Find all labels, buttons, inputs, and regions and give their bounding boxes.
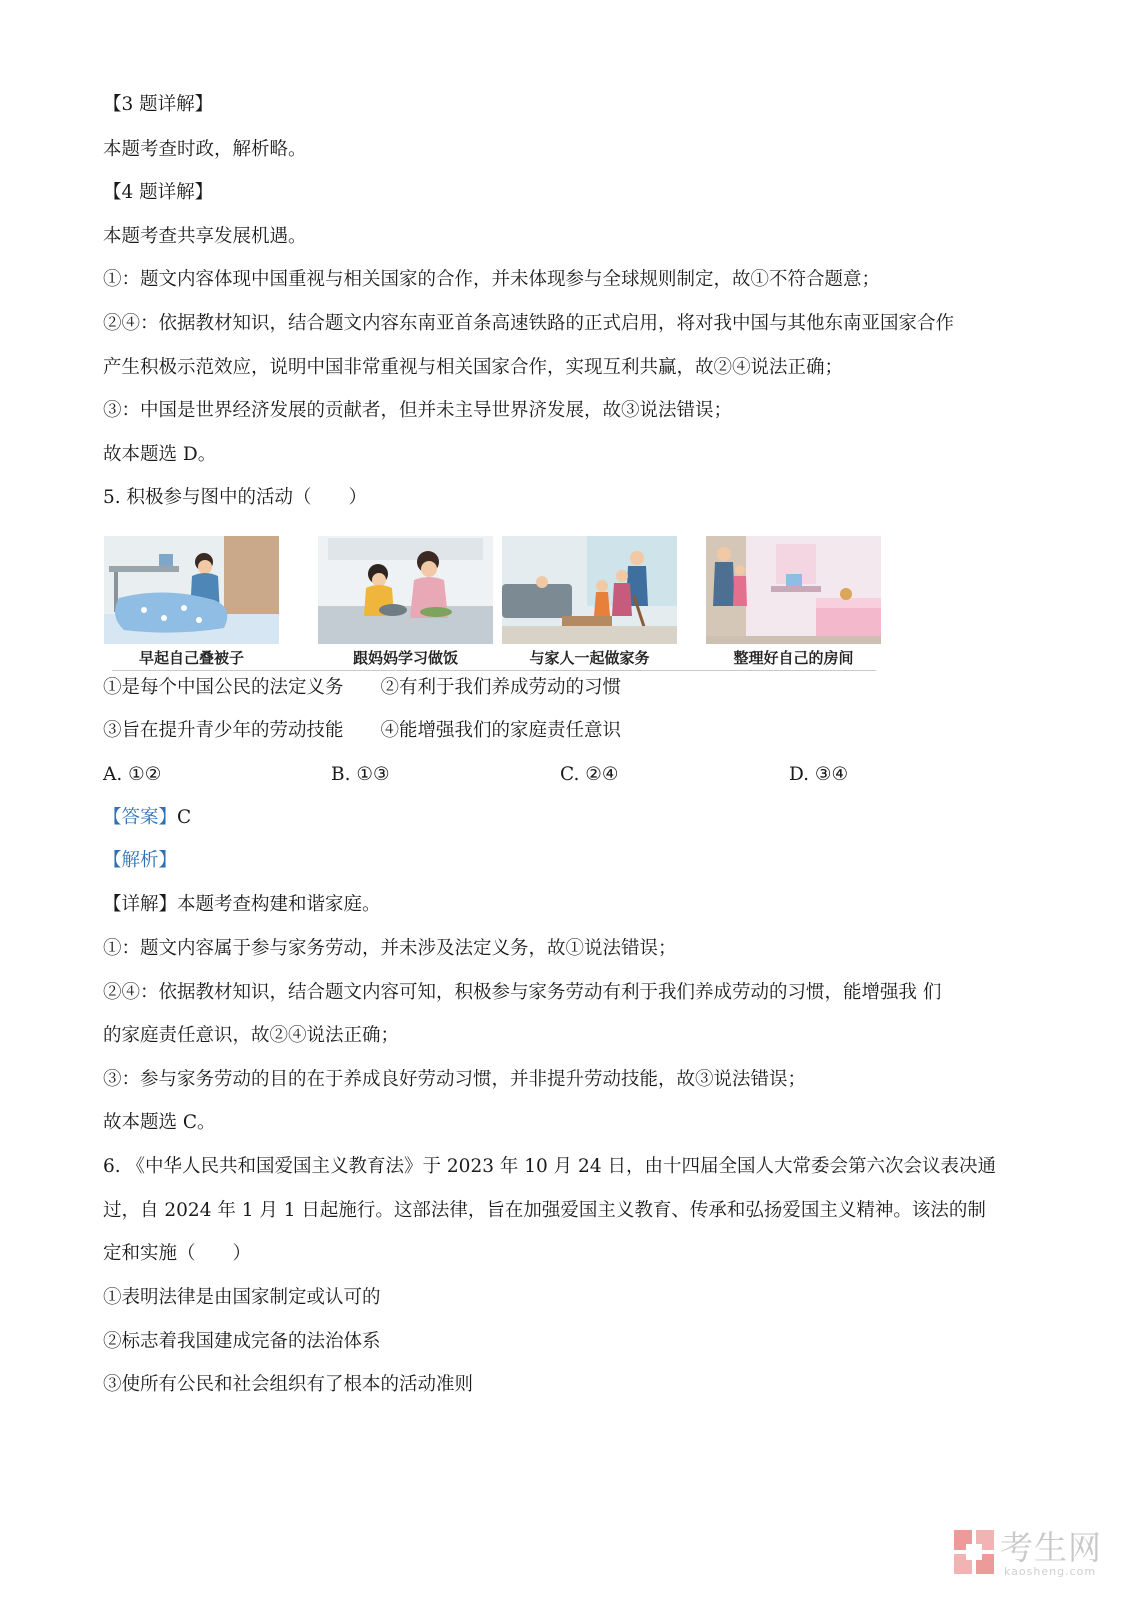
q5-option-c: C. ②④ xyxy=(560,764,619,785)
q5-option-d: D. ③④ xyxy=(789,764,849,785)
watermark-logo-icon xyxy=(954,1530,996,1576)
q5-statements-2: ③旨在提升青少年的劳动技能 ④能增强我们的家庭责任意识 xyxy=(103,720,622,741)
fold-quilt-illustration xyxy=(104,536,279,644)
q6-stem-2: 过，自 2024 年 1 月 1 日起施行。这部法律，旨在加强爱国主义教育、传承和弘扬爱国主义精神。该法的制 xyxy=(103,1200,986,1221)
q3-body: 本题考查时政，解析略。 xyxy=(103,139,307,160)
q6-statement-2: ②标志着我国建成完备的法治体系 xyxy=(103,1331,381,1352)
figure-panel-tidy-room xyxy=(706,536,881,672)
q5-statements-1: ①是每个中国公民的法定义务 ②有利于我们养成劳动的习惯 xyxy=(103,677,622,698)
q4-analysis-4: ③：中国是世界经济发展的贡献者，但并未主导世界济发展，故③说法错误； xyxy=(103,400,733,421)
q4-heading: 【4 题详解】 xyxy=(103,182,214,203)
q5-option-b: B. ①③ xyxy=(331,764,390,785)
q4-body: 本题考查共享发展机遇。 xyxy=(103,226,307,247)
q5-answer xyxy=(103,806,191,830)
watermark-text: 考生网 xyxy=(1000,1528,1102,1567)
q6-stem-3: 定和实施（ ） xyxy=(103,1243,252,1264)
q5-analysis-label: 【解析】 xyxy=(103,850,178,871)
housework-illustration xyxy=(502,536,677,644)
figure-panel-cooking xyxy=(318,536,493,672)
q5-activity-figure xyxy=(104,536,886,672)
caption-cooking: 跟妈妈学习做饭 xyxy=(352,649,458,667)
q5-analysis-2: ②④：依据教材知识，结合题文内容可知，积极参与家务劳动有利于我们养成劳动的习惯，能增强我 们 xyxy=(103,982,942,1003)
figure-panel-housework xyxy=(502,536,677,672)
q6-statement-3: ③使所有公民和社会组织有了根本的活动准则 xyxy=(103,1374,474,1395)
caption-tidy-room: 整理好自己的房间 xyxy=(733,649,854,667)
q4-analysis-3: 产生积极示范效应，说明中国非常重视与相关国家合作，实现互利共赢，故②④说法正确； xyxy=(103,357,844,378)
tidy-room-illustration xyxy=(706,536,881,644)
answer-label: 【答案】 xyxy=(103,807,178,828)
answer-value: C xyxy=(177,807,192,828)
q3-heading: 【3 题详解】 xyxy=(103,94,214,115)
q5-analysis-3: 的家庭责任意识，故②④说法正确； xyxy=(103,1025,400,1046)
q4-conclusion: 故本题选 D。 xyxy=(103,444,217,465)
caption-housework: 与家人一起做家务 xyxy=(529,649,650,667)
watermark-url: kaosheng.com xyxy=(1004,1565,1097,1578)
q6-statement-1: ①表明法律是由国家制定或认可的 xyxy=(103,1287,381,1308)
figure-baseline xyxy=(112,670,876,671)
q4-analysis-1: ①：题文内容体现中国重视与相关国家的合作，并未体现参与全球规则制定，故①不符合题意； xyxy=(103,269,881,290)
figure-panel-fold-quilt xyxy=(104,536,279,672)
q5-conclusion: 故本题选 C。 xyxy=(103,1112,216,1133)
site-watermark xyxy=(954,1528,1114,1580)
q5-option-a: A. ①② xyxy=(103,764,162,785)
q5-stem: 5. 积极参与图中的活动（ ） xyxy=(103,487,368,508)
q5-analysis-1: ①：题文内容属于参与家务劳动，并未涉及法定义务，故①说法错误； xyxy=(103,938,677,959)
q5-detail-heading: 【详解】本题考查构建和谐家庭。 xyxy=(103,894,381,915)
q4-analysis-2: ②④：依据教材知识，结合题文内容东南亚首条高速铁路的正式启用，将对我中国与其他东南亚国家合作 xyxy=(103,313,955,334)
caption-fold-quilt: 早起自己叠被子 xyxy=(138,649,244,667)
cooking-illustration xyxy=(318,536,493,644)
q5-analysis-4: ③：参与家务劳动的目的在于养成良好劳动习惯，并非提升劳动技能，故③说法错误； xyxy=(103,1069,807,1090)
q6-stem-1: 6. 《中华人民共和国爱国主义教育法》于 2023 年 10 月 24 日，由十四届全国人大常委会第六次会议表决通 xyxy=(103,1156,996,1177)
